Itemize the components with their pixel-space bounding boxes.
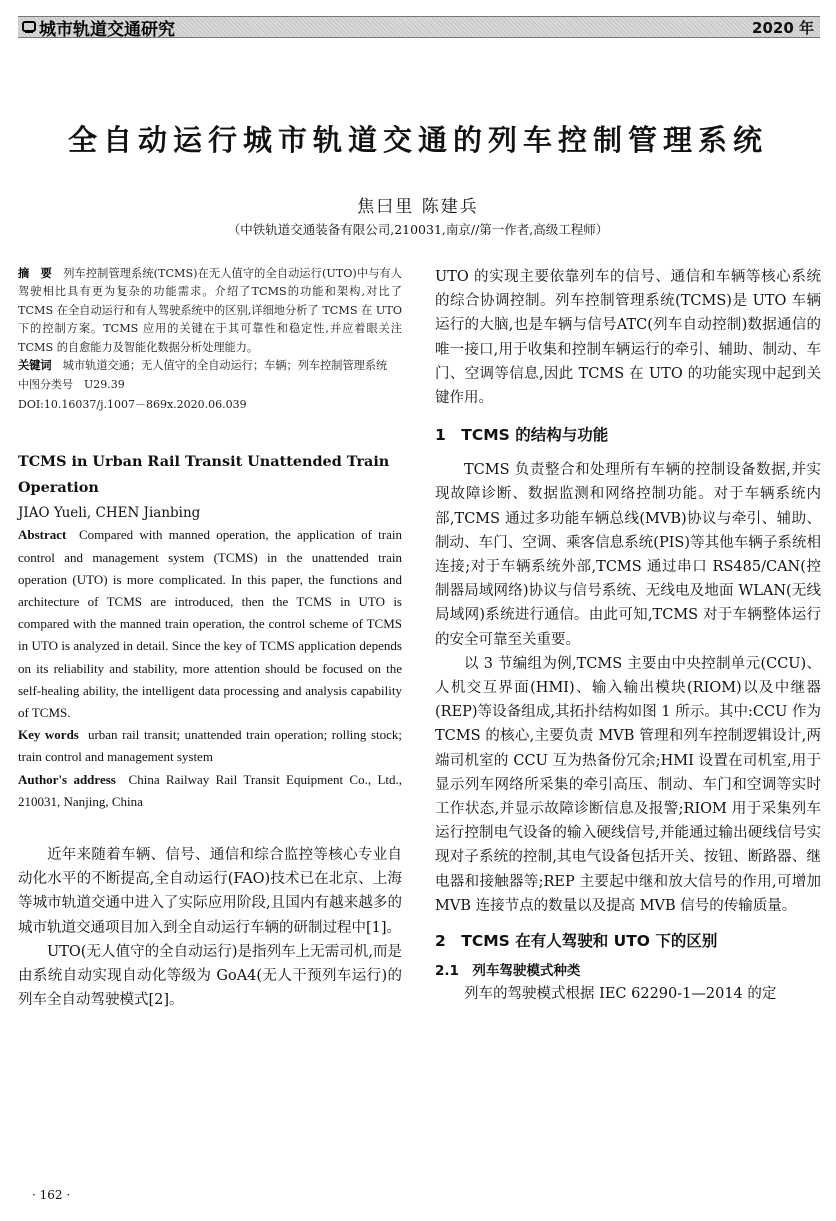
keywords-en (18, 724, 402, 768)
keywords-cn (18, 357, 402, 375)
right-column (435, 265, 821, 1006)
keywords-en-text: urban rail transit; unattended train operation; rolling stock; train control and management system (18, 727, 402, 765)
journal-name: 城市轨道交通研究 (39, 19, 175, 40)
clc-number: 中图分类号 U29.39 (18, 378, 125, 392)
body-paragraph: TCMS 负责整合和处理所有车辆的控制设备数据,并实现故障诊断、数据监测和网络控制功能。对于车辆系统内部,TCMS 通过多功能车辆总线(MVB)协议与牵引、辅助、制动、车门、空调、乘客信息系统(PIS)等其他车辆子系统相连接;对于车辆系统外部,TCMS 通过串口 RS485/CAN(控制器局域网络)协议与信号系统、无线电及地面 WLAN(无线局域网)系统进行通信。由此可知,TCMS 对于车辆整体运行的安全可靠至关重要。 (435, 462, 821, 648)
body-paragraph: UTO 的实现主要依靠列车的信号、通信和车辆等核心系统的综合协调控制。列车控制管理系统(TCMS)是 UTO 车辆运行的大脑,也是车辆与信号ATC(列车自动控制)数据通信的唯一接口,用于收集和控制车辆运行的牵引、辅助、制动、车门、空调等信息,因此 TCMS 在 UTO 的功能实现中起到关键作用。 (435, 269, 821, 407)
abstract-en-label: Abstract (18, 527, 67, 543)
abstract-en-text: Compared with manned operation, the application of train control and management system (TCMS) in the unattended train operation (UTO) is more complicated. In this paper, the functions and architecture of TCMS are introduced, then the TCMS in UTO is compared with the manned train operation, the control scheme of TCMS in UTO is analyzed in detail. Since the key of TCMS application depends on its reliability and stability, more attention should be focused on the self-healing ability, the intelligent data processing and analysis capability of TCMS. (18, 527, 402, 721)
abstract-cn-text: 列车控制管理系统(TCMS)在无人值守的全自动运行(UTO)中与有人驾驶相比具有更为复杂的功能需求。介绍了TCMS的功能和架构,对比了 TCMS 在全自动运行和有人驾驶系统中的区别,详细地分析了 TCMS 在 UTO 下的控制方案。TCMS 应用的关键在于其可靠性和稳定性,并应着眼关注 TCMS 的自愈能力及智能化数据分析处理能力。 (18, 267, 402, 354)
journal-logo-icon (22, 20, 36, 34)
doi: DOI:10.16037/j.1007－869x.2020.06.039 (18, 398, 247, 412)
author-address-label: Author's address (18, 771, 116, 787)
abstract-cn-label: 摘 要 (18, 267, 52, 280)
keywords-cn-label: 关键词 (18, 359, 52, 373)
abstract-en (18, 524, 402, 724)
author-affiliation: （中铁轨道交通装备有限公司,210031,南京//第一作者,高级工程师） (227, 222, 609, 237)
english-title: TCMS in Urban Rail Transit Unattended Train Operation (18, 453, 390, 497)
keywords-en-label: Key words (18, 727, 79, 743)
body-paragraph: 近年来随着车辆、信号、通信和综合监控等核心专业自动化水平的不断提高,全自动运行(FAO)技术已在北京、上海等城市轨道交通中进入了实际应用阶段,且国内有越来越多的城市轨道交通项目加入到全自动运行车辆的研制过程中[1]。 (18, 847, 402, 936)
keywords-cn-text: 城市轨道交通；无人值守的全自动运行；车辆；列车控制管理系统 (62, 359, 388, 373)
article-authors: 焦曰里 陈建兵 (357, 197, 479, 217)
left-column (18, 265, 402, 1013)
section-heading: 2 TCMS 在有人驾驶和 UTO 下的区别 (435, 932, 718, 951)
journal-logo (22, 17, 175, 40)
body-paragraph: 以 3 节编组为例,TCMS 主要由中央控制单元(CCU)、人机交互界面(HMI)、输入输出模块(RIOM)以及中继器(REP)等设备组成,其拓扑结构如图 1 所示。其中:CCU 作为 TCMS 的核心,主要负责 MVB 管理和列车控制逻辑设计,两端司机室的 CCU 互为热备份冗余;HMI 设置在司机室,用于显示列车网络所采集的牵引高压、制动、车门和空调等实时工作状态,并显示故障诊断信息及报警;RIOM 用于采集列车运行控制电气设备的输入硬线信号,并能通过输出硬线信号实现对子系统的控制,其电气设备包括开关、按钮、断路器、继电器和接触器等;REP 主要起中继和放大信号的作用,可增加 MVB 连接节点的数量以及提高 MVB 信号的传输质量。 (435, 655, 821, 914)
abstract-cn (18, 265, 402, 357)
author-address-text: China Railway Rail Transit Equipment Co., Ltd., 210031, Nanjing, China (18, 771, 402, 809)
body-paragraph: 列车的驾驶模式根据 IEC 62290-1—2014 的定 (464, 986, 777, 1003)
journal-year: 2020 年 (752, 19, 814, 37)
subsection-heading: 2.1 列车驾驶模式种类 (435, 963, 581, 980)
english-authors: JIAO Yueli, CHEN Jianbing (18, 505, 201, 522)
page-number: · 162 · (32, 1188, 71, 1202)
article-title: 全自动运行城市轨道交通的列车控制管理系统 (67, 123, 768, 157)
body-paragraph: UTO(无人值守的全自动运行)是指列车上无需司机,而是由系统自动实现自动化等级为 GoA4(无人干预列车运行)的列车全自动驾驶模式[2]。 (18, 943, 402, 1009)
author-address-en (18, 769, 402, 813)
section-heading: 1 TCMS 的结构与功能 (435, 426, 609, 445)
